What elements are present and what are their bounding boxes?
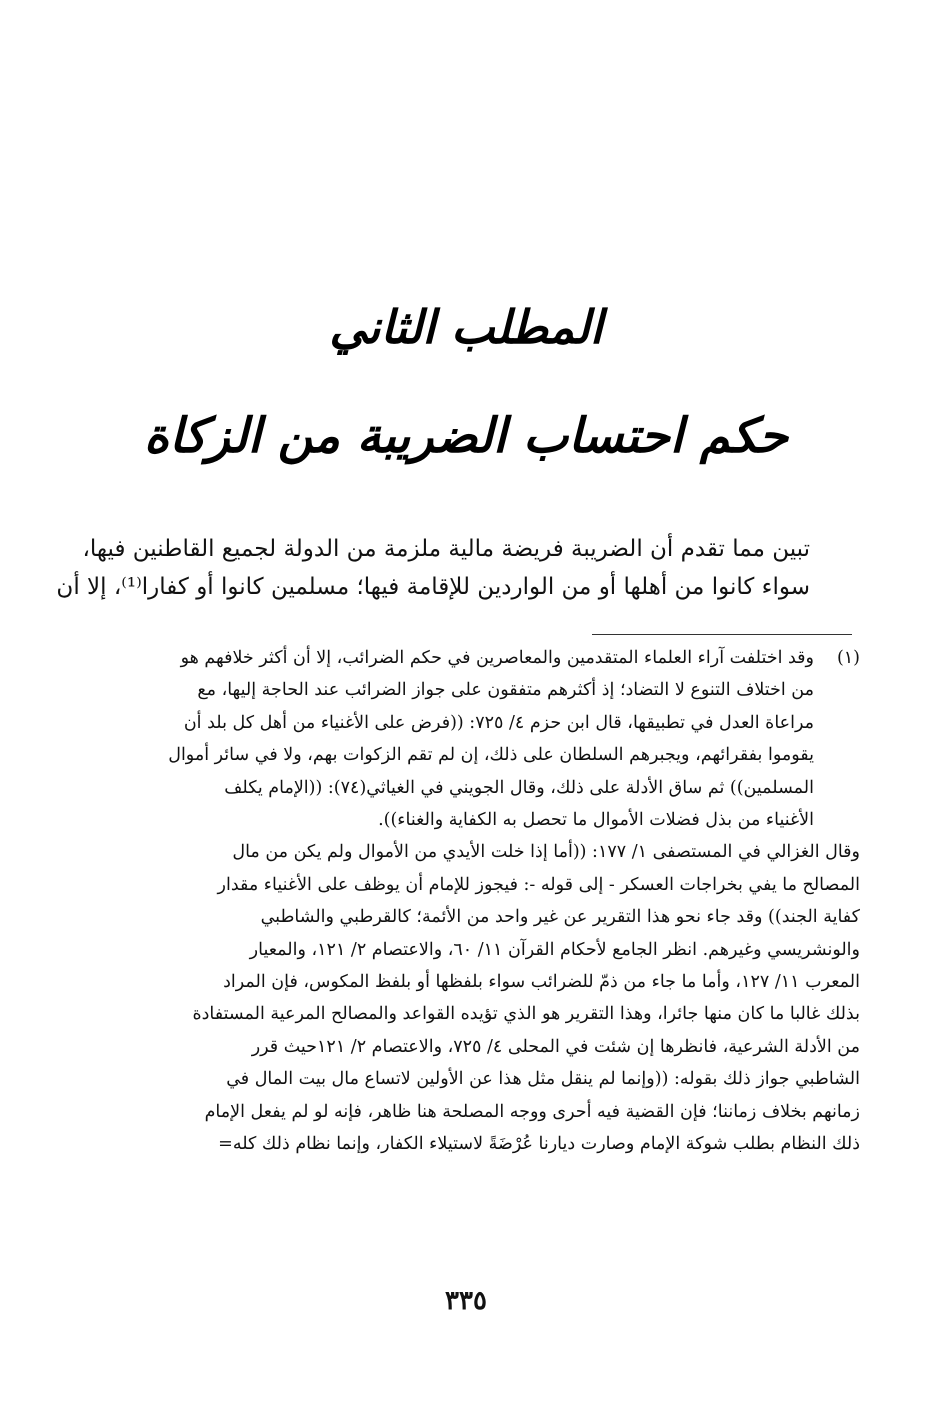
footnote-line: من الأدلة الشرعية، فانظرها إن شئت في المحلى ٤/ ٧٢٥، والاعتصام ٢/ ١٢١حيث قرر <box>251 1036 860 1057</box>
body-line: سواء كانوا من أهلها أو من الواردين للإقامة فيها؛ مسلمين كانوا أو كفارا⁽¹⁾، إلا أن <box>56 574 810 600</box>
footnote-marker: (١) <box>836 648 860 668</box>
chapter-title: حكم احتساب الضريبة من الزكاة <box>143 408 789 464</box>
footnote-line: مراعاة العدل في تطبيقها، قال ابن حزم ٤/ ٧٢٥: ((فرض على الأغنياء من أهل كل بلد أن <box>183 712 814 733</box>
footnote-line: المصالح ما يفي بخراجات العسكر - إلى قوله -: فيجوز للإمام أن يوظف على الأغنياء مقدار <box>217 874 860 895</box>
footnote-line: ذلك النظام بطلب شوكة الإمام وصارت ديارنا عُرْضَةً لاستيلاء الكفار، وإنما نظام ذلك كله= <box>218 1134 860 1155</box>
footnote-line: الشاطبي جواز ذلك بقوله: ((وإنما لم ينقل مثل هذا عن الأولين لاتساع مال بيت المال في <box>226 1069 860 1090</box>
footnote-line: بذلك غالبا ما كان منها جائرا، وهذا التقرير هو الذي تؤيده القواعد والمصالح المرعية المستفادة <box>192 1004 860 1025</box>
footnote-line: الأغنياء من بذل فضلات الأموال ما تحصل به الكفاية والغناء)). <box>378 810 814 831</box>
main-text <box>56 530 810 606</box>
footnote-line: وقال الغزالي في المستصفى ١/ ١٧٧: ((أما إذا خلت الأيدي من الأموال ولم يكن من مال <box>232 842 860 863</box>
body-line: تبين مما تقدم أن الضريبة فريضة مالية ملزمة من الدولة لجميع القاطنين فيها، <box>82 536 810 562</box>
footnote-line <box>90 642 860 674</box>
section-heading: المطلب الثاني <box>329 300 603 354</box>
footnote-line: كفاية الجند)) وقد جاء نحو هذا التقرير عن غير واحد من الأئمة؛ كالقرطبي والشاطبي <box>260 907 860 928</box>
footnote-line: زمانهم بخلاف زماننا؛ فإن القضية فيه أحرى ووجه المصلحة هنا ظاهر، فإنه لو لم يفعل الإمام <box>204 1101 860 1122</box>
footnote-line: من اختلاف التنوع لا التضاد؛ إذ أكثرهم متفقون على جواز الضرائب عند الحاجة إليها، مع <box>197 680 814 701</box>
footnote-line: والونشريسي وغيرهم. انظر الجامع لأحكام القرآن ١١/ ٦٠، والاعتصام ٢/ ١٢١، والمعيار <box>249 939 860 960</box>
footnote-line: المسلمين)) ثم ساق الأدلة على ذلك، وقال الجويني في الغياثي(٧٤): ((الإمام يكلف <box>224 777 814 798</box>
footnote-line: المعرب ١١/ ١٢٧، وأما ما جاء من ذمّ للضرائب سواء بلفظها أو بلفظ المكوس، فإن المراد <box>223 972 860 993</box>
footnote-separator <box>592 634 852 635</box>
page-number: ٣٣٥ <box>445 1286 487 1316</box>
footnote-text: وقد اختلفت آراء العلماء المتقدمين والمعاصرين في حكم الضرائب، إلا أن أكثر خلافهم هو <box>180 648 814 668</box>
footnote-line: يقوموا بفقرائهم، ويجبرهم السلطان على ذلك، إن لم تقم الزكوات بهم، ولا في سائر أموال <box>168 745 814 766</box>
footnotes <box>90 642 860 1161</box>
